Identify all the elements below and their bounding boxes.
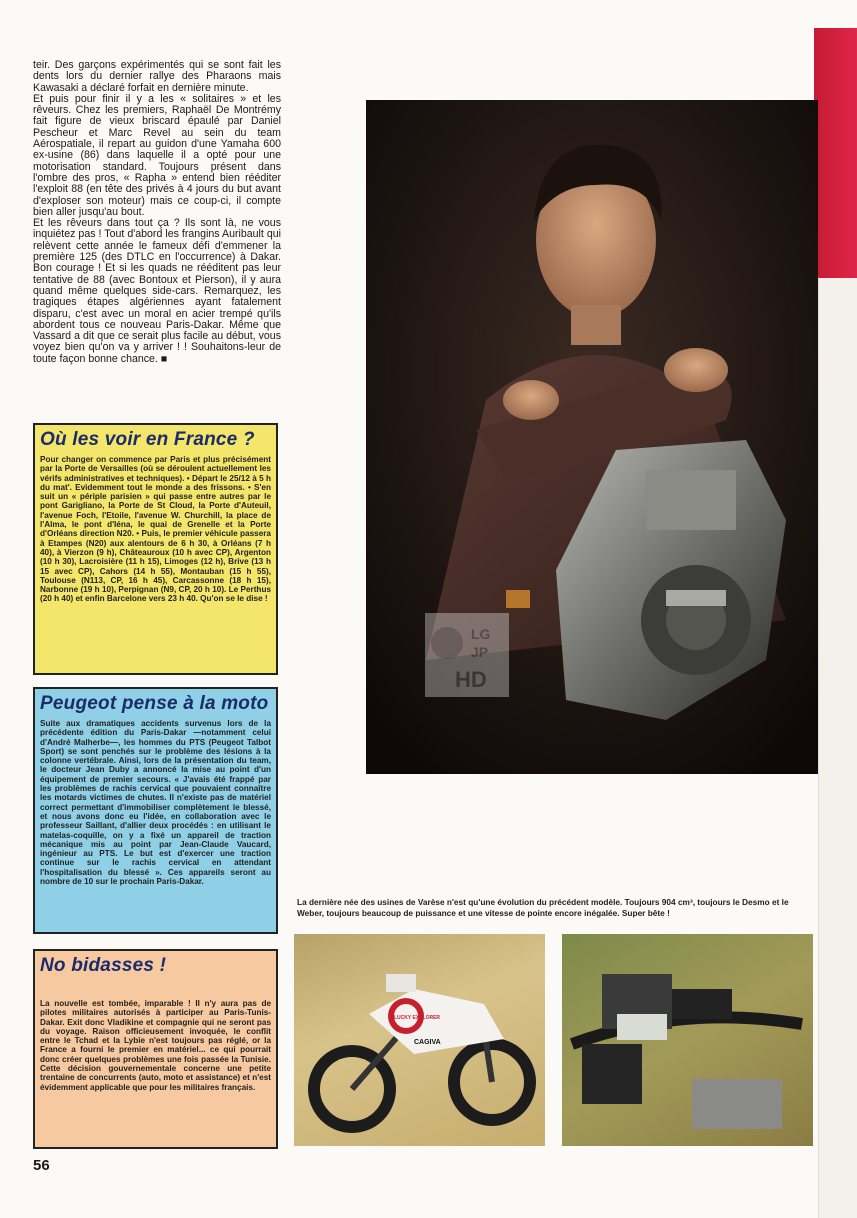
- page-edge-strip: [818, 278, 857, 1218]
- box-peugeot-title: Peugeot pense à la moto: [40, 693, 269, 714]
- box-peugeot-body: Suite aux dramatiques accidents survenus lors de la précédente édition du Paris-Dakar —notamment celui d'André Malherbe—, les hommes du PTS (Peugeot Talbot Sport) se sont penchés sur le problème des lésions à la colonne vertébrale. Ainsi, lors de la présentation du team, le docteur Jean Duby a annoncé la mise au point d'un équipement de premier secours. « J'avais été frappé par les problèmes de rachis cervical que pouvaient connaître les motards victimes de chutes. Il n'existe pas de matériel correct permettant d'immobiliser complètement le blessé, et nous avons donc eu l'idée, en collaboration avec le professeur Saillant, d'allier deux procédés : en utilisant le matelas-coquille, on y a fixé un appareil de traction mécanique mis au point par Jean-Claude Vaucard, ingénieur au PTS. Le but est d'exercer une traction continue sur le rachis cervical en attendant l'hospitalisation du blessé ». Ces appareils seront au nombre de 10 sur le prochain Paris-Dakar.: [40, 719, 271, 887]
- photo-caption: La dernière née des usines de Varèse n'est qu'une évolution du précédent modèle. Toujours 904 cm³, toujours le Desmo et le Weber, toujours beaucoup de puissance et une vitesse de pointe encore inégalée. Super bête !: [297, 897, 789, 918]
- svg-text:JP: JP: [471, 644, 489, 660]
- intro-paragraph-1: teir. Des garçons expérimentés qui se sont fait les dents lors du dernier rallye des Pharaons mais Kawasaki a déclaré forfait en dernière minute.: [33, 59, 281, 94]
- box-france-title: Où les voir en France ?: [40, 429, 255, 450]
- cockpit-photo: [562, 934, 813, 1146]
- sidebar-box-bidasses: [33, 949, 278, 1149]
- bike-label-2: CAGIVA: [414, 1039, 441, 1046]
- sidebar-box-france: [33, 423, 278, 675]
- box-france-body: Pour changer on commence par Paris et plus précisément par la Porte de Versailles (où se déroulent actuellement les vérifs administratives et techniques). • Départ le 25/12 à 5 h du mat'. Evidemment tout le monde a des frissons. • S'en suit un « périple parisien » qui passe entre autres par le pont Garigliano, la Porte de St Cloud, la Porte d'Auteuil, l'avenue Foch, l'Etoile, l'avenue W. Churchill, la place de l'Alma, le pont d'Iéna, le quai de Grenelle et la Porte d'Orléans direction N20. • Puis, le premier véhicule passera à Etampes (N20) aux alentours de 6 h 30, à Orléans (7 h 40), à Vierzon (9 h), Châteauroux (10 h avec CP), Argenton (10 h 30), Lacroisière (11 h 15), Limoges (12 h), Brive (13 h 15 avec CP), Cahors (14 h 55), Montauban (15 h 55), Toulouse (N113, CP, 16 h 45), Carcassonne (18 h 15), Narbonne (19 h 10), Perpignan (N9, CP, 20 h 10). Le Perthus (20 h 40) et enfin Barcelone vers 23 h 40. Qu'on se le dise !: [40, 455, 271, 604]
- svg-text:LG: LG: [471, 626, 491, 642]
- watermark-logo: [425, 613, 509, 697]
- intro-paragraph-2: Et puis pour finir il y a les « solitaires » et les rêveurs. Chez les premiers, Raphaël De Montrémy fait figure de vieux briscard épaulé par Daniel Pescheur et Marc Revel au sein du team Aérospatiale, il repart au guidon d'une Yamaha 600 ex-usine (86) dans laquelle il a opté pour une motorisation standard. Toujours présent dans l'ombre des pros, « Rapha » entend bien rééditer l'exploit 88 (en tête des privés à 4 jours du but avant d'exploser son moteur) mais ce coup-ci, il compte bien aller jusqu'au bout.: [33, 92, 281, 218]
- box-bidasses-body: La nouvelle est tombée, imparable ! Il n'y aura pas de pilotes militaires autorisés à participer au Paris-Tunis-Dakar. Exit donc Vladikine et compagnie qui ne seront pas du voyage. Raison officieusement invoquée, le conflit entre le Tchad et la Lybie n'est toujours pas réglé, or la France a fourni le premier en matériel... ce qui pourrait donc créer quelques problèmes une fois passée la Tunisie. Cette décision gouvernementale concerne une petite trentaine de concurrents (auto, moto et assistance) et n'est évidemment applicable que pour les militaires français.: [40, 999, 271, 1092]
- svg-text:HD: HD: [455, 667, 487, 692]
- box-bidasses-title: No bidasses !: [40, 955, 167, 976]
- page-number: 56: [33, 1157, 50, 1174]
- bike-photo: [294, 934, 545, 1146]
- sidebar-box-peugeot: [33, 687, 278, 934]
- bike-label: LUCKY EXPLORER: [394, 1015, 441, 1021]
- intro-paragraph-3: Et les rêveurs dans tout ça ? Ils sont là, ne vous inquiétez pas ! Tout d'abord les frangins Auribault qui relèvent cette année le fameux défi d'emmener la première 125 (des DTLC en l'occurrence) à Dakar. Bon courage ! Et si les quads ne rééditent pas leur tentative de 88 (avec Bontoux et Pierson), il y aura quand même quelques side-cars. Remarquez, les tragiques étapes algériennes ayant fatalement disparu, c'est avec un moral en acier trempé qu'ils abordent tous ce nouveau Paris-Dakar. Même que Vassard a dit que ce serait plus facile au début, vous voyez bien qu'on va y arriver ! ! Souhaitons-leur de toute façon bonne chance. ■: [33, 217, 281, 365]
- page-edge-red-strip: [814, 28, 857, 278]
- intro-article: [33, 60, 281, 365]
